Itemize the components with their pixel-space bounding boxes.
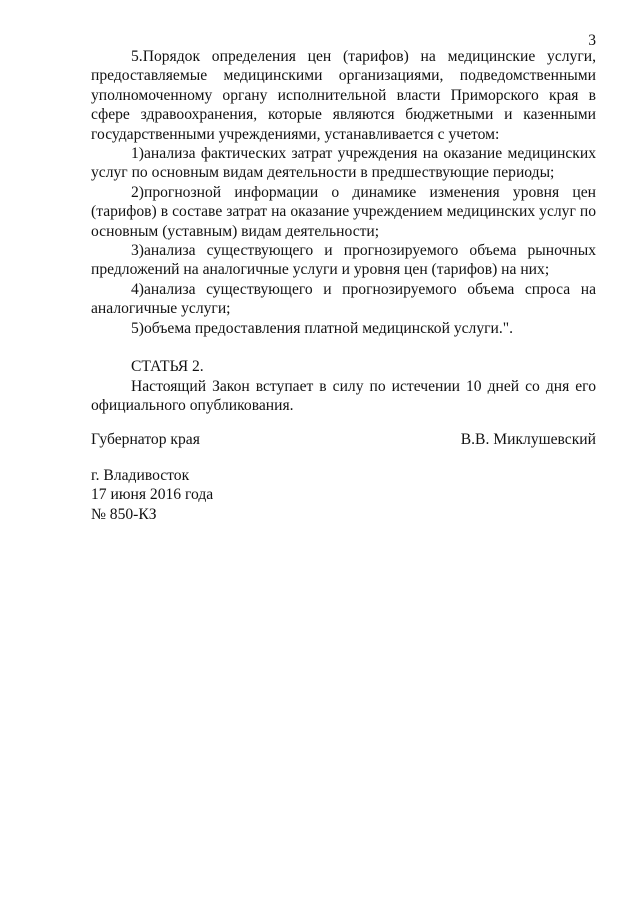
law-number: № 850-КЗ <box>91 505 157 523</box>
document-body <box>91 47 596 415</box>
section-5-intro: 5.Порядок определения цен (тарифов) на медицинские услуги, предоставляемые медицинскими организациями, подведомственными уполномоченному органу исполнительной власти Приморского края в сфере здравоохранения, которые являются бюджетными и казенными государственными учреждениями, устанавливается с учетом: <box>91 48 596 143</box>
spacer <box>91 338 596 357</box>
section-5-item-5: 5)объема предоставления платной медицинской услуги.". <box>131 319 514 337</box>
section-5-item-2: 2)прогнозной информации о динамике изменения уровня цен (тарифов) в составе затрат на оказание учреждением медицинских услуг по основным (уставным) видам деятельности; <box>91 183 596 240</box>
section-5-item-1: 1)анализа фактических затрат учреждения на оказание медицинских услуг по основным видам деятельности в предшествующие периоды; <box>91 145 596 182</box>
article-2-text: Настоящий Закон вступает в силу по истечении 10 дней со дня его официального опубликования. <box>91 377 596 414</box>
signatory-name: В.В. Миклушевский <box>460 431 596 448</box>
section-5-item-4: 4)анализа существующего и прогнозируемого объема спроса на аналогичные услуги; <box>91 280 596 318</box>
page-number: 3 <box>588 32 596 49</box>
date: 17 июня 2016 года <box>91 486 214 504</box>
signature-row <box>91 430 596 449</box>
signatory-title: Губернатор края <box>91 431 200 448</box>
section-5-item-3: 3)анализа существующего и прогнозируемого объема рыночных предложений на аналогичные услуги и уровня цен (тарифов) на них; <box>91 242 596 279</box>
article-2-heading: СТАТЬЯ 2. <box>131 358 204 376</box>
city: г. Владивосток <box>91 467 190 484</box>
place-date-block <box>91 466 391 524</box>
